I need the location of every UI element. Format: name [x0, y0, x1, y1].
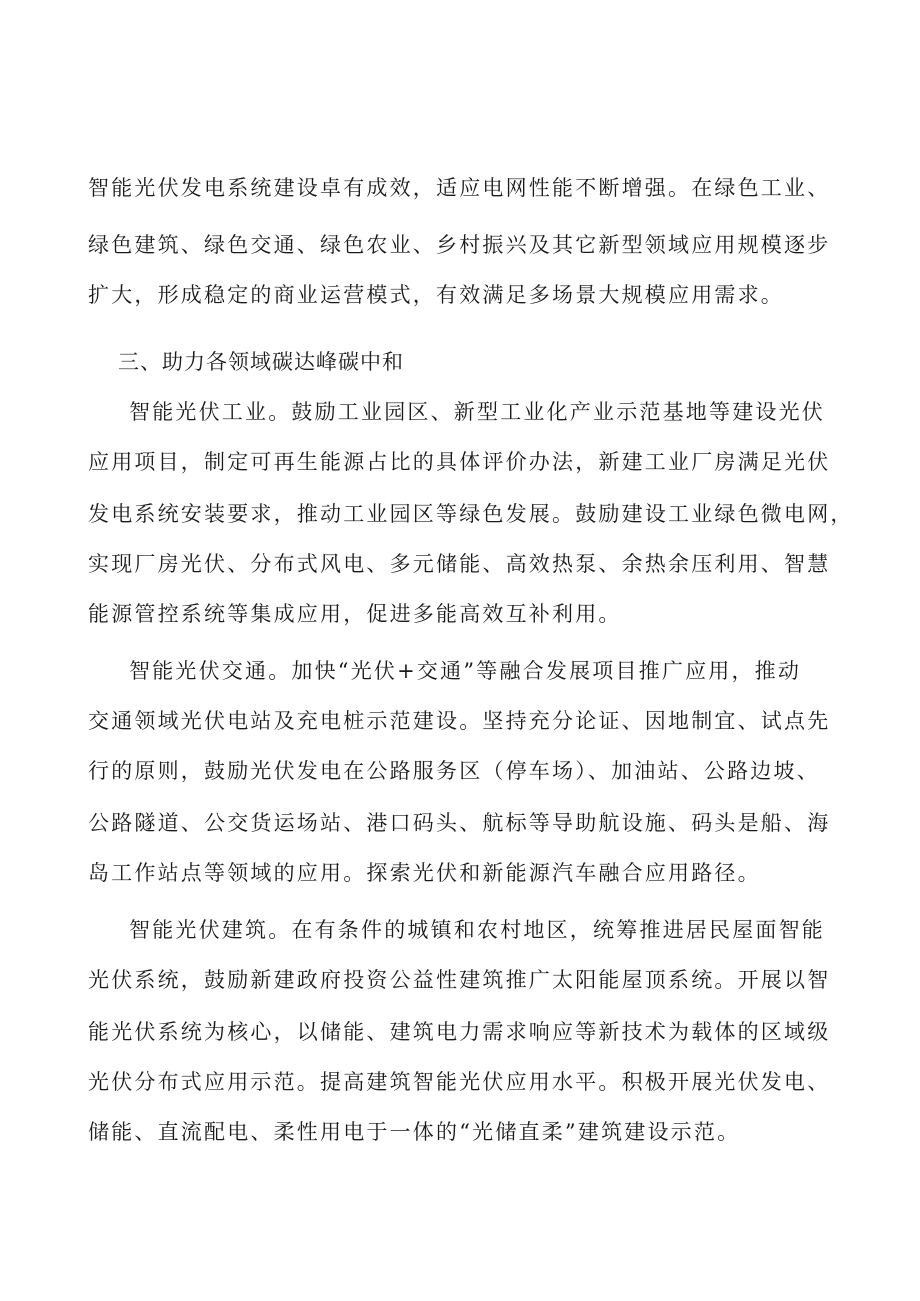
transport-line-3: 行的原则，鼓励光伏发电在公路服务区（停车场）、加油站、公路边坡、 [88, 759, 820, 783]
industry-line-1: 智能光伏工业。鼓励工业园区、新型工业化产业示范基地等建设光伏 [129, 400, 825, 424]
transport-line-1: 智能光伏交通。加快“光伏+交通”等融合发展项目推广应用，推动 [129, 659, 802, 683]
building-line-4: 光伏分布式应用示范。提高建筑智能光伏应用水平。积极开展光伏发电、 [88, 1070, 831, 1094]
building-line-2: 光伏系统，鼓励新建政府投资公益性建筑推广太阳能屋顶系统。开展以智 [88, 968, 831, 992]
building-line-3: 能光伏系统为核心，以储能、建筑电力需求响应等新技术为载体的区域级 [88, 1020, 831, 1044]
building-line-5: 储能、直流配电、柔性用电于一体的“光储直柔”建筑建设示范。 [88, 1120, 741, 1144]
industry-line-3: 发电系统安装要求，推动工业园区等绿色发展。鼓励建设工业绿色微电网， [88, 502, 854, 526]
industry-line-2: 应用项目，制定可再生能源占比的具体评价办法，新建工业厂房满足光伏 [88, 450, 831, 474]
industry-line-5: 能源管控系统等集成应用，促进多能高效互补利用。 [88, 602, 622, 626]
transport-line-4: 公路隧道、公交货运场站、港口码头、航标等导助航设施、码头是船、海 [88, 811, 831, 835]
intro-line-1: 智能光伏发电系统建设卓有成效，适应电网性能不断增强。在绿色工业、 [88, 176, 831, 200]
industry-line-4: 实现厂房光伏、分布式风电、多元储能、高效热泵、余热余压利用、智慧 [88, 552, 831, 576]
intro-line-2: 绿色建筑、绿色交通、绿色农业、乡村振兴及其它新型领域应用规模逐步 [88, 233, 831, 257]
transport-line-2: 交通领域光伏电站及充电桩示范建设。坚持充分论证、因地制宜、试点先 [88, 709, 831, 733]
transport-line-5: 岛工作站点等领域的应用。探索光伏和新能源汽车融合应用路径。 [88, 861, 761, 885]
building-line-1: 智能光伏建筑。在有条件的城镇和农村地区，统筹推进居民屋面智能 [129, 918, 825, 942]
section-heading: 三、助力各领域碳达峰碳中和 [118, 350, 404, 374]
intro-line-3: 扩大，形成稳定的商业运营模式，有效满足多场景大规模应用需求。 [88, 283, 784, 307]
